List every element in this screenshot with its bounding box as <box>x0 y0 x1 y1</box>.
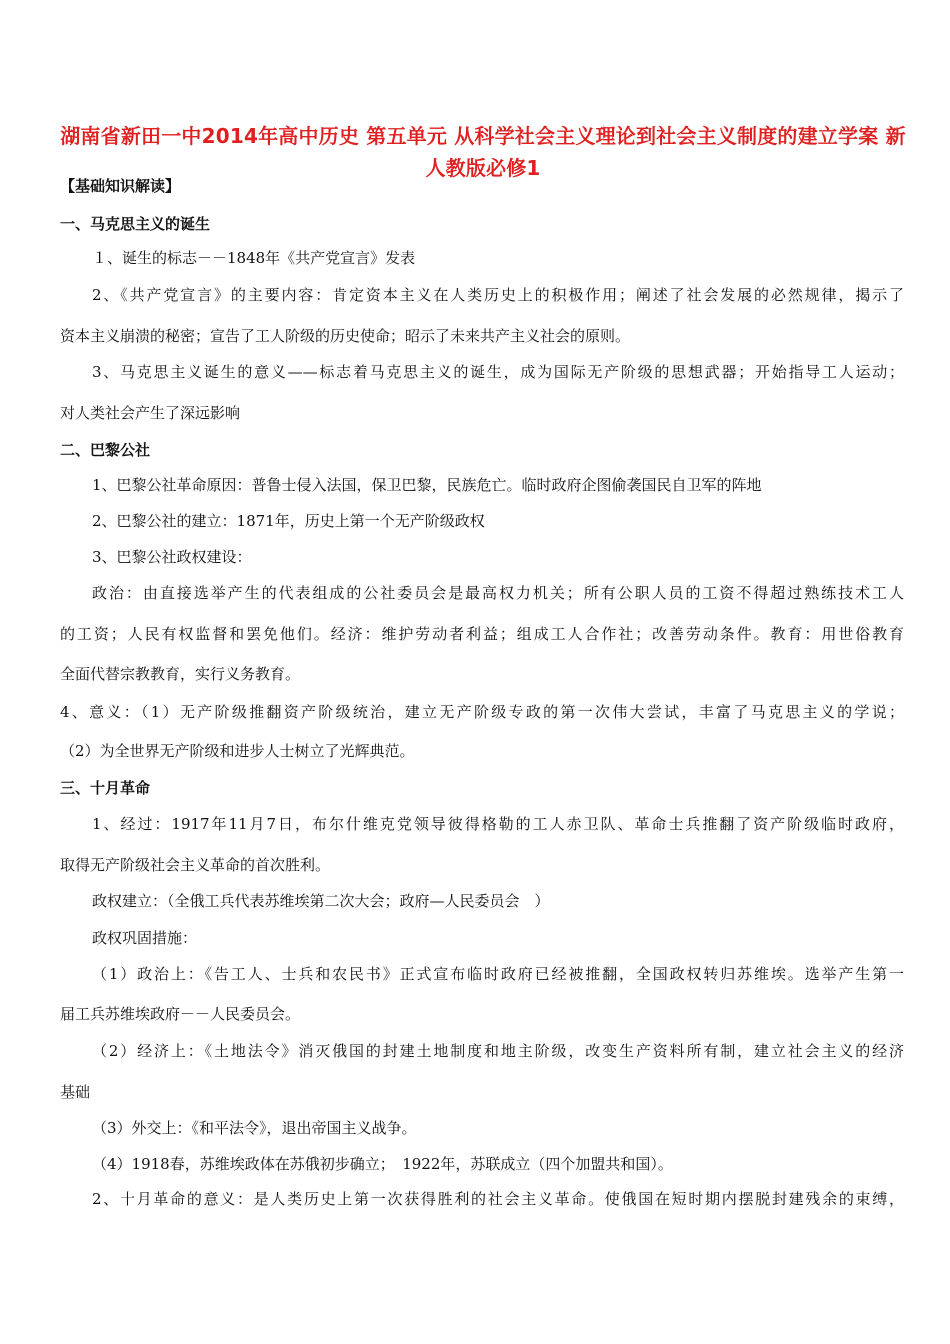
sec3-diplomatic: （3）外交上：《和平法令》，退出帝国主义战争。 <box>92 1119 417 1137</box>
sec3-paragraph-1-line-1: 1、经过：1917年11月7日，布尔什维克党领导彼得格勒的工人赤卫队、革命士兵推翻了资产阶级临时政府， <box>92 815 904 833</box>
sec3-paragraph-1-line-2: 取得无产阶级社会主义革命的首次胜利。 <box>60 856 331 874</box>
document-title: 湖南省新田一中2014年高中历史 第五单元 从科学社会主义理论到社会主义制度的建立学案 新人教版必修1 <box>60 124 906 180</box>
sec3-significance-line-1: 2、十月革命的意义：是人类历史上第一次获得胜利的社会主义革命。使俄国在短时期内摆脱封建残余的束缚， <box>92 1190 904 1208</box>
sec3-political-line-2: 届工兵苏维埃政府－－人民委员会。 <box>60 1005 301 1023</box>
sec2-significance-line-1: 4、意义：（1）无产阶级推翻资产阶级统治，建立无产阶级专政的第一次伟大尝试，丰富了马克思主义的学说； <box>60 703 904 721</box>
sec1-paragraph-2-line-2: 资本主义崩溃的秘密；宣告了工人阶级的历史使命；昭示了未来共产主义社会的原则。 <box>60 327 631 345</box>
sec2-politics-line-1: 政治：由直接选举产生的代表组成的公社委员会是最高权力机关；所有公职人员的工资不得超过熟练技术工人 <box>92 584 904 602</box>
sec1-paragraph-3-line-2: 对人类社会产生了深远影响 <box>60 404 241 422</box>
sec2-politics-line-2: 的工资；人民有权监督和罢免他们。经济：维护劳动者利益；组成工人合作社；改善劳动条件。教育：用世俗教育 <box>60 625 904 643</box>
sec2-heading: 二、巴黎公社 <box>60 441 151 459</box>
sec2-politics-line-3: 全面代替宗教教育，实行义务教育。 <box>60 665 301 683</box>
sec2-paragraph-2: 2、巴黎公社的建立：1871年，历史上第一个无产阶级政权 <box>92 512 485 530</box>
sec2-paragraph-3: 3、巴黎公社政权建设： <box>92 548 252 566</box>
sec3-consolidation-heading: 政权巩固措施： <box>92 929 198 947</box>
sec2-paragraph-1: 1、巴黎公社革命原因：普鲁士侵入法国，保卫巴黎，民族危亡。临时政府企图偷袭国民自卫军的阵地 <box>92 476 762 494</box>
sec3-ussr-founding: （4）1918春，苏维埃政体在苏俄初步确立； 1922年，苏联成立（四个加盟共和国）。 <box>92 1155 673 1173</box>
sec3-heading: 三、十月革命 <box>60 779 151 797</box>
sec3-political-line-1: （1）政治上：《告工人、士兵和农民书》正式宣布临时政府已经被推翻，全国政权转归苏维埃。选举产生第一 <box>92 965 904 983</box>
sec1-heading: 一、马克思主义的诞生 <box>60 215 211 233</box>
sec1-paragraph-3-line-1: 3、马克思主义诞生的意义——标志着马克思主义的诞生，成为国际无产阶级的思想武器；开始指导工人运动； <box>92 363 904 381</box>
sec1-paragraph-2-line-1: 2、《共产党宣言》的主要内容：肯定资本主义在人类历史上的积极作用；阐述了社会发展的必然规律，揭示了 <box>92 286 904 304</box>
section-header: 【基础知识解读】 <box>60 177 181 195</box>
sec1-paragraph-1: １、诞生的标志－－1848年《共产党宣言》发表 <box>92 249 416 267</box>
sec3-economic-line-2: 基础 <box>60 1083 91 1101</box>
sec3-economic-line-1: （2）经济上：《土地法令》消灭俄国的封建土地制度和地主阶级，改变生产资料所有制，建立社会主义的经济 <box>92 1042 904 1060</box>
sec3-regime-establishment: 政权建立：（全俄工兵代表苏维埃第二次大会；政府—人民委员会 ） <box>92 892 550 910</box>
sec2-significance-line-2: （2）为全世界无产阶级和进步人士树立了光辉典范。 <box>60 742 415 760</box>
